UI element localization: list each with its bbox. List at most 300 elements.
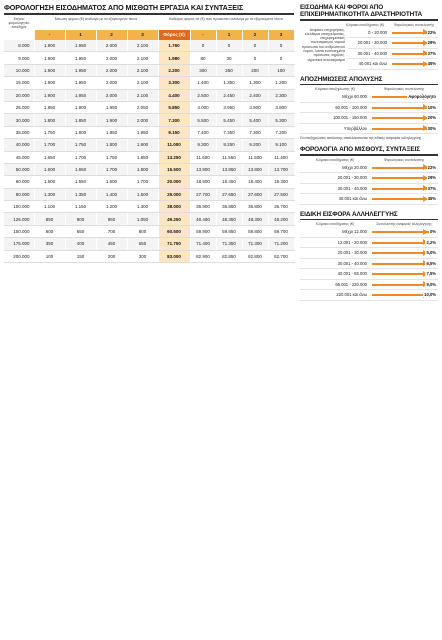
col-rate: Φορολογικός συντελεστής (383, 87, 425, 91)
table-cell: 1.800 (96, 139, 127, 151)
bracket-label: 30.001 - 40.000 (357, 50, 387, 56)
table-cell: 400 (65, 238, 96, 250)
table-cell: 13.850 (216, 163, 242, 175)
table-cell: 1.100 (34, 201, 65, 213)
column-header (300, 87, 438, 91)
bracket-row (300, 248, 438, 259)
table-cell: 2.300 (268, 89, 294, 101)
rate-value: 22% (427, 164, 436, 170)
table-cell: 13.700 (268, 163, 294, 175)
table-cell: 27.500 (268, 188, 294, 200)
table-cell: 0 (242, 52, 268, 64)
bracket-label: 40.001 και άνω (358, 61, 387, 67)
table-cell: 2.500 (190, 89, 216, 101)
table-cell: 1.950 (65, 52, 96, 64)
table-cell: 0 (268, 40, 294, 52)
table-cell: 1.900 (34, 64, 65, 76)
section-title: ΕΙΔΙΚΗ ΕΙΣΦΟΡΑ ΑΛΛΗΛΕΓΓΥΗΣ (300, 210, 398, 218)
rate-value: 22% (427, 29, 436, 35)
table-cell: 9.200 (242, 139, 268, 151)
table-cell: 1.050 (127, 213, 158, 225)
tax-cell: 83.000 (158, 250, 190, 262)
table-cell: 9.100 (268, 139, 294, 151)
rate-value: 10,0% (424, 292, 436, 298)
header-cell: 1 (216, 30, 242, 40)
header-cell: 2 (242, 30, 268, 40)
header-tax: Φόρος (€) (158, 30, 190, 40)
table-cell: 0 (242, 40, 268, 52)
table-cell: 2.000 (96, 52, 127, 64)
table-row (4, 101, 294, 113)
table-cell: 2.050 (127, 101, 158, 113)
bracket-row (348, 28, 438, 39)
rate-value: 30% (427, 125, 436, 131)
tax-cell: 49.250 (158, 213, 190, 225)
title-divider (300, 219, 438, 221)
income-cell: 30.000 (4, 114, 34, 126)
rate-value: 29% (427, 40, 436, 45)
rate-value: 7,5% (426, 271, 436, 277)
table-cell: 1.300 (127, 201, 158, 213)
income-tax-table-section (4, 4, 294, 263)
table-cell: 2.000 (96, 77, 127, 89)
subheader-net-tax: Καθαρός φόρος σε (€) που προκύπτει ανάλογα με τα εξαρτώμενα τέκνα (169, 16, 283, 21)
table-row (4, 151, 294, 163)
business-income-section (300, 4, 438, 70)
table-cell: 18.400 (242, 176, 268, 188)
income-cell: 60.000 (4, 176, 34, 188)
table-cell: 11.400 (268, 151, 294, 163)
income-cell: 125.000 (4, 213, 34, 225)
table-cell: 59.800 (242, 225, 268, 237)
bracket-label: 30.001 - 40.000 (337, 260, 367, 266)
table-cell: 9.250 (216, 139, 242, 151)
table-cell: 100 (34, 250, 65, 262)
table-cell: 82.900 (190, 250, 216, 262)
table-cell: 1.950 (96, 101, 127, 113)
rate-value: 5,0% (426, 250, 436, 256)
entity-description: Ατομικές επιχειρήσεις, ελεύθεροι επαγγελματίες, επιχειρηματικές συνεταιρισμοί, νομικά πρόσωπα του ανθρώπινου νομού, λοιπά ενοποιημένα πρόσωπα, αγρότες, αγροτικοί συνεταιρισμοί (301, 27, 345, 62)
salary-pension-section (300, 146, 438, 205)
tax-cell: 2.200 (158, 64, 190, 76)
table-cell: 7.300 (242, 126, 268, 138)
table-cell: 0 (190, 40, 216, 52)
rate-value: 45% (427, 61, 436, 66)
table-cell: 100 (268, 64, 294, 76)
table-cell: 71.350 (216, 238, 242, 250)
income-cell: 100.000 (4, 201, 34, 213)
table-cell: 2.100 (127, 52, 158, 64)
main-table-title: ΦΟΡΟΛΟΓΗΣΗ ΕΙΣΟΔΗΜΑΤΟΣ ΑΠΟ ΜΙΣΘΩΤΗ ΕΡΓΑΣΙΑ ΚΑΙ ΣΥΝΤΑΞΕΙΣ (4, 3, 244, 12)
table-cell: 550 (127, 238, 158, 250)
table-cell: 36.800 (242, 201, 268, 213)
column-header (300, 23, 438, 27)
table-cell: 27.650 (216, 188, 242, 200)
table-row (4, 126, 294, 138)
table-cell: 18.450 (216, 176, 242, 188)
rate-value: 0% (429, 229, 436, 235)
table-cell: 1.700 (127, 176, 158, 188)
table-cell: 1.900 (127, 139, 158, 151)
tax-cell: 29.000 (158, 188, 190, 200)
table-cell: 800 (127, 225, 158, 237)
tax-cell: 1.980 (158, 52, 190, 64)
table-row (4, 52, 294, 64)
table-cell: 80 (190, 52, 216, 64)
table-cell: 200 (96, 250, 127, 262)
table-cell: 3.800 (268, 101, 294, 113)
table-cell: 48.400 (190, 213, 216, 225)
title-divider (300, 154, 438, 156)
table-body (4, 40, 294, 263)
table-row (4, 225, 294, 237)
bracket-row (300, 113, 438, 124)
income-cell: 10.000 (4, 64, 34, 76)
table-cell: 1.900 (34, 77, 65, 89)
column-header (300, 158, 438, 162)
tax-cell: 4.400 (158, 89, 190, 101)
bracket-row (300, 269, 438, 280)
bracket-row (300, 173, 438, 184)
table-cell: 11.550 (216, 151, 242, 163)
table-row (4, 176, 294, 188)
bracket-row (300, 92, 438, 103)
table-subheader (4, 17, 294, 30)
income-cell: 15.000 (4, 77, 34, 89)
table-cell: 82.850 (216, 250, 242, 262)
table-cell: 1.200 (96, 201, 127, 213)
rate-value: 37% (427, 50, 436, 56)
table-cell: 200 (242, 64, 268, 76)
table-cell: 1.700 (65, 151, 96, 163)
bracket-row (300, 280, 438, 291)
tax-cell: 15.500 (158, 163, 190, 175)
table-cell: 11.600 (190, 151, 216, 163)
title-divider (300, 19, 438, 21)
bracket-label: Μέχρι 12.000 (342, 229, 367, 235)
table-cell: 1.900 (65, 101, 96, 113)
bracket-row (348, 49, 438, 60)
table-row (4, 89, 294, 101)
bracket-row (300, 194, 438, 205)
bracket-row (300, 163, 438, 174)
bracket-label: 40.001 και άνω (338, 196, 367, 202)
table-cell: 4.000 (190, 101, 216, 113)
table-cell: 1.900 (96, 114, 127, 126)
rate-value: 2,2% (426, 239, 436, 245)
table-row (4, 64, 294, 76)
table-cell: 1.850 (34, 101, 65, 113)
table-cell: 48.350 (216, 213, 242, 225)
bracket-row (300, 124, 438, 135)
table-cell: 250 (216, 64, 242, 76)
bracket-row (348, 38, 438, 49)
income-cell: 25.000 (4, 101, 34, 113)
table-cell: 1.950 (65, 89, 96, 101)
table-cell: 1.950 (65, 40, 96, 52)
table-cell: 59.900 (190, 225, 216, 237)
table-cell: 1.900 (34, 40, 65, 52)
table-cell: 36.850 (216, 201, 242, 213)
table-cell: 5.450 (216, 114, 242, 126)
table-cell: 82.700 (268, 250, 294, 262)
severance-section (300, 76, 438, 141)
bracket-label: 20.001 - 30.000 (357, 40, 387, 46)
table-cell: 1.950 (65, 77, 96, 89)
bracket-label: Μέχρι 20.000 (342, 164, 367, 170)
table-cell: 1.350 (65, 188, 96, 200)
table-cell: 2.100 (127, 77, 158, 89)
severance-note: Οι αποζημιώσεις απόλυσης απαλλάσσονται της ειδικής εισφοράς αλληλεγγύης (300, 136, 422, 140)
table-cell: 7.400 (190, 126, 216, 138)
table-cell: 1.550 (65, 176, 96, 188)
bracket-row (300, 227, 438, 238)
table-cell: 0 (268, 52, 294, 64)
bracket-label: 12.001 - 20.000 (337, 239, 367, 245)
table-cell: 3.900 (242, 101, 268, 113)
table-cell: 1.900 (34, 89, 65, 101)
table-cell: 300 (190, 64, 216, 76)
title-divider (4, 13, 294, 15)
tax-cell: 9.150 (158, 126, 190, 138)
bracket-row (300, 238, 438, 249)
table-cell: 1.300 (242, 77, 268, 89)
table-cell: 7.350 (216, 126, 242, 138)
table-cell: 13.900 (190, 163, 216, 175)
table-cell: 5.400 (242, 114, 268, 126)
table-cell: 0 (216, 40, 242, 52)
table-cell: 18.300 (268, 176, 294, 188)
table-cell: 2.000 (127, 114, 158, 126)
header-cell: 3 (268, 30, 294, 40)
table-cell: 1.950 (127, 126, 158, 138)
table-cell: 1.600 (34, 163, 65, 175)
table-cell: 1.650 (65, 163, 96, 175)
bracket-label: 20.001 - 30.000 (337, 250, 367, 256)
table-cell: 1.400 (190, 77, 216, 89)
column-header (300, 222, 438, 226)
table-cell: 59.850 (216, 225, 242, 237)
table-cell: 1.200 (268, 77, 294, 89)
table-cell: 900 (65, 213, 96, 225)
header-blank (4, 30, 34, 40)
rate-value: 9,0% (426, 281, 436, 287)
bracket-label: Μέχρι 60.000 (342, 94, 367, 100)
income-cell: 9.000 (4, 52, 34, 64)
bracket-label: 0 - 20.000 (368, 29, 387, 35)
income-cell: 175.000 (4, 238, 34, 250)
table-cell: 2.450 (216, 89, 242, 101)
solidarity-contribution-section (300, 211, 438, 301)
table-cell: 13.800 (242, 163, 268, 175)
table-cell: 9.300 (190, 139, 216, 151)
section-title: ΦΟΡΟΛΟΓΙΑ ΑΠΟ ΜΙΣΘΟΥΣ, ΣΥΝΤΑΞΕΙΣ (300, 146, 420, 154)
header-cell: 2 (96, 30, 127, 40)
rate-value: 6,5% (426, 260, 436, 266)
table-row (4, 40, 294, 52)
col-scale: Κλίμακα αποζημίωσης (€) (315, 87, 355, 91)
table-row (4, 201, 294, 213)
table-row (4, 213, 294, 225)
tax-cell: 38.000 (158, 201, 190, 213)
table-cell: 600 (34, 225, 65, 237)
table-cell: 1.950 (65, 64, 96, 76)
table-cell: 3.950 (216, 101, 242, 113)
subheader-income: Ετήσιο φορολογητέο εισόδημα (8, 16, 30, 30)
bracket-label: 40.001 - 65.000 (337, 271, 367, 277)
col-rate: Συντελεστής εισφοράς αλληλεγγύης (376, 222, 432, 227)
table-cell: 2.000 (96, 40, 127, 52)
table-row (4, 238, 294, 250)
bracket-list (300, 227, 438, 301)
bracket-list (300, 92, 438, 134)
table-row (4, 139, 294, 151)
tax-cell: 3.300 (158, 77, 190, 89)
table-cell: 36.900 (190, 201, 216, 213)
arrow-icon (372, 231, 436, 233)
col-scale: Κλίμακα εισοδήματος (€) (315, 157, 355, 162)
rate-value: 37% (427, 185, 436, 191)
bracket-row (300, 259, 438, 270)
income-cell: 35.000 (4, 126, 34, 138)
bracket-label: 100.001 - 150.000 (333, 115, 367, 121)
table-cell: 48.300 (242, 213, 268, 225)
tax-cell: 20.000 (158, 176, 190, 188)
rate-value: 10% (427, 104, 436, 110)
table-cell: 450 (96, 238, 127, 250)
header-cell: 1 (65, 30, 96, 40)
section-rows (300, 28, 438, 70)
table-cell: 1.150 (65, 201, 96, 213)
bracket-list (300, 163, 438, 205)
table-cell: 71.400 (190, 238, 216, 250)
table-cell: 1.650 (34, 151, 65, 163)
col-rate: Φορολογικός συντελεστής (383, 157, 425, 162)
tax-cell: 71.750 (158, 238, 190, 250)
rate-value: 29% (427, 175, 436, 181)
col-scale: Κλίμακα εισοδήματος (€) (345, 22, 385, 27)
bracket-label: 20.001 - 30.000 (337, 175, 367, 181)
income-tax-table (4, 30, 295, 264)
tax-cell: 11.000 (158, 139, 190, 151)
table-cell: 950 (96, 213, 127, 225)
bracket-label: 30.001 - 40.000 (337, 185, 367, 191)
table-cell: 27.700 (190, 188, 216, 200)
tax-cell: 13.250 (158, 151, 190, 163)
table-cell: 700 (96, 225, 127, 237)
bracket-label: Υπερβάλλον (343, 125, 367, 131)
table-cell: 59.700 (268, 225, 294, 237)
section-title: ΕΙΣΟΔΗΜΑ ΚΑΙ ΦΟΡΟΙ ΑΠΟ ΕΠΙΧΕΙΡΗΜΑΤΙΚΟΤΗΤΑ ΔΡΑΣΤΗΡΙΟΤΗΤΑ (300, 4, 423, 18)
table-cell: 18.500 (190, 176, 216, 188)
table-cell: 2.100 (127, 89, 158, 101)
table-cell: 2.000 (96, 64, 127, 76)
rate-value: Αφορολόγητο (408, 94, 436, 99)
table-cell: 1.700 (96, 163, 127, 175)
header-cell: - (190, 30, 216, 40)
table-cell: 1.850 (127, 151, 158, 163)
table-cell: 2.100 (127, 64, 158, 76)
tax-cell: 60.500 (158, 225, 190, 237)
bracket-row (300, 290, 438, 301)
table-cell: 650 (65, 225, 96, 237)
table-cell: 71.300 (242, 238, 268, 250)
income-cell: 45.000 (4, 151, 34, 163)
title-divider (300, 84, 438, 86)
table-cell: 11.500 (242, 151, 268, 163)
income-cell: 150.000 (4, 225, 34, 237)
header-cell: 3 (127, 30, 158, 40)
income-cell: 40.000 (4, 139, 34, 151)
table-cell: 1.750 (96, 151, 127, 163)
subheader-reduction: Μειωση φόρου (€) ανάλογα με τα εξαρτώμενα τέκνα (54, 16, 138, 21)
table-cell: 1.300 (34, 188, 65, 200)
table-cell: 5.500 (190, 114, 216, 126)
table-row (4, 163, 294, 175)
table-cell: 2.400 (242, 89, 268, 101)
table-cell: 1.800 (127, 163, 158, 175)
bracket-row (300, 103, 438, 114)
table-cell: 71.200 (268, 238, 294, 250)
table-row (4, 250, 294, 262)
table-cell: 350 (34, 238, 65, 250)
bracket-row (300, 184, 438, 195)
table-cell: 1.900 (34, 52, 65, 64)
table-header-row (4, 30, 294, 40)
bracket-label: 60.001 - 100.000 (335, 104, 367, 110)
table-cell: 27.600 (242, 188, 268, 200)
table-cell: 1.750 (65, 139, 96, 151)
table-cell: 300 (127, 250, 158, 262)
table-cell: 5.300 (268, 114, 294, 126)
table-cell: 2.000 (96, 89, 127, 101)
table-cell: 1.600 (96, 176, 127, 188)
income-cell: 8.000 (4, 40, 34, 52)
income-cell: 80.000 (4, 188, 34, 200)
table-cell: 30 (216, 52, 242, 64)
table-cell: 1.850 (96, 126, 127, 138)
table-cell: 1.400 (96, 188, 127, 200)
table-cell: 82.800 (242, 250, 268, 262)
bracket-label: 220.001 και άνω (336, 292, 367, 298)
table-cell: 2.100 (127, 40, 158, 52)
right-column (300, 4, 438, 307)
bracket-row (348, 59, 438, 70)
table-cell: 1.850 (65, 114, 96, 126)
table-row (4, 114, 294, 126)
table-cell: 1.750 (34, 126, 65, 138)
table-cell: 1.350 (216, 77, 242, 89)
table-cell: 1.700 (34, 139, 65, 151)
table-cell: 150 (65, 250, 96, 262)
tax-cell: 1.760 (158, 40, 190, 52)
table-cell: 36.700 (268, 201, 294, 213)
header-cell: - (34, 30, 65, 40)
section-title: ΑΠΟΖΗΜΙΩΣΕΙΣ ΑΠΟΛΥΣΗΣ (300, 75, 383, 83)
bracket-list (348, 28, 438, 70)
table-cell: 850 (34, 213, 65, 225)
income-cell: 200.000 (4, 250, 34, 262)
col-rate: Φορολογικός συντελεστής (393, 22, 435, 27)
bracket-label: 65.001 - 220.000 (335, 281, 367, 287)
tax-cell: 7.300 (158, 114, 190, 126)
table-cell: 1.800 (34, 114, 65, 126)
rate-value: 45% (427, 196, 436, 202)
table-row (4, 188, 294, 200)
tax-cell: 5.850 (158, 101, 190, 113)
table-cell: 1.500 (34, 176, 65, 188)
rate-value: 20% (427, 115, 436, 120)
